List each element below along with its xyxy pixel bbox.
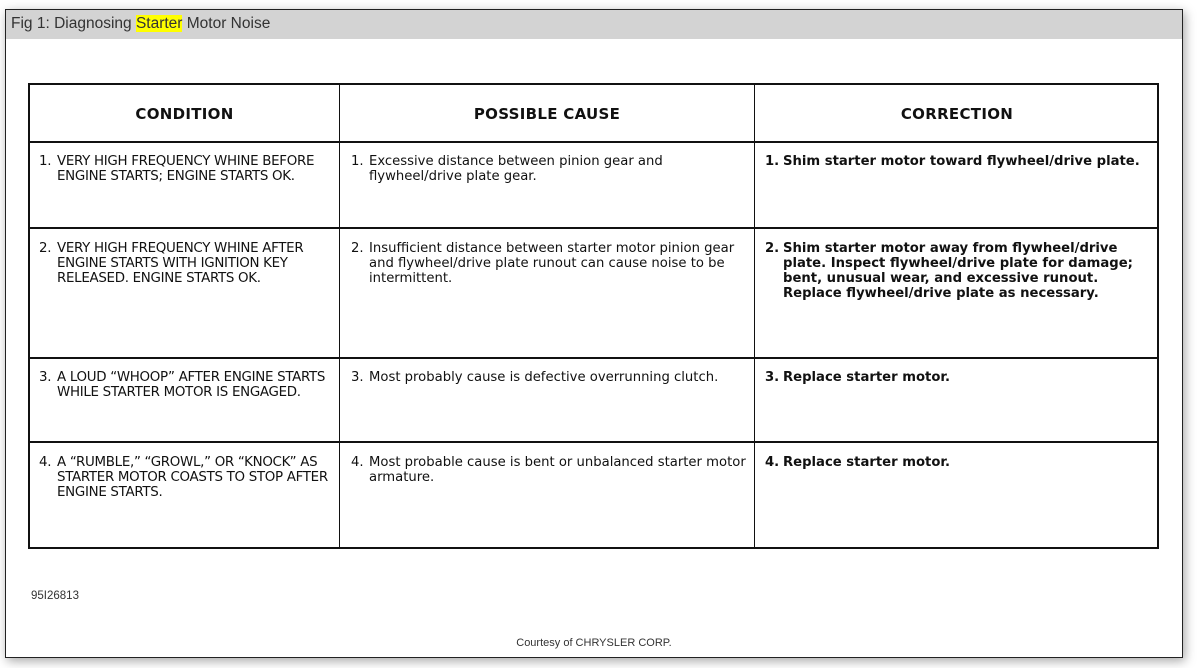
figure-frame (5, 9, 1183, 658)
header-condition: CONDITION (135, 104, 234, 123)
correction-cell (765, 370, 1155, 385)
row-number: 3. (351, 370, 364, 385)
figure-reference-code: 95I26813 (31, 590, 79, 602)
correction-text: Replace starter motor. (783, 455, 951, 470)
column-divider (754, 85, 755, 547)
correction-text: Replace starter motor. (783, 370, 951, 385)
correction-cell (765, 241, 1157, 301)
cause-text: Most probable cause is bent or unbalanced starter motor armature. (369, 455, 746, 485)
row-number: 2. (765, 241, 780, 256)
row-divider (30, 357, 1157, 359)
title-suffix: Motor Noise (182, 15, 271, 32)
correction-cell (765, 455, 1155, 470)
correction-cell (765, 154, 1155, 169)
title-prefix: Fig 1: Diagnosing (11, 15, 136, 32)
diagnosis-table (28, 83, 1159, 549)
condition-text: VERY HIGH FREQUENCY WHINE BEFORE ENGINE STARTS; ENGINE STARTS OK. (57, 154, 315, 184)
row-number: 3. (39, 370, 52, 385)
cause-cell (351, 370, 746, 385)
cause-text: Insufficient distance between starter motor pinion gear and flywheel/drive plate runout can cause noise to be intermittent. (369, 241, 735, 286)
condition-text: A “RUMBLE,” “GROWL,” OR “KNOCK” AS STARTER MOTOR COASTS TO STOP AFTER ENGINE STARTS. (57, 455, 328, 500)
row-divider (30, 441, 1157, 443)
courtesy-credit: Courtesy of CHRYSLER CORP. (516, 637, 672, 649)
cause-cell (351, 241, 746, 286)
condition-cell (39, 370, 331, 400)
condition-text: VERY HIGH FREQUENCY WHINE AFTER ENGINE STARTS WITH IGNITION KEY RELEASED. ENGINE STARTS OK. (57, 241, 304, 286)
row-number: 4. (351, 455, 364, 470)
row-number: 1. (39, 154, 52, 169)
row-number: 2. (39, 241, 52, 256)
title-highlight: Starter (135, 15, 183, 32)
correction-text: Shim starter motor away from flywheel/drive plate. Inspect flywheel/drive plate for damage; bent, unusual wear, and excessive runout. Replace flywheel/drive plate as necessary. (783, 241, 1133, 301)
row-number: 1. (351, 154, 364, 169)
cause-cell (351, 455, 746, 485)
header-correction: CORRECTION (900, 104, 1014, 123)
cause-cell (351, 154, 746, 184)
condition-text: A LOUD “WHOOP” AFTER ENGINE STARTS WHILE STARTER MOTOR IS ENGAGED. (57, 370, 326, 400)
cause-text: Most probably cause is defective overrunning clutch. (369, 370, 719, 385)
row-number: 1. (765, 154, 780, 169)
row-number: 4. (39, 455, 52, 470)
row-number: 3. (765, 370, 780, 385)
figure-title-bar (6, 10, 1182, 39)
row-number: 2. (351, 241, 364, 256)
correction-text: Shim starter motor toward flywheel/drive plate. (783, 154, 1140, 169)
row-divider (30, 227, 1157, 229)
column-divider (339, 85, 340, 547)
header-possible-cause: POSSIBLE CAUSE (473, 104, 621, 123)
row-number: 4. (765, 455, 780, 470)
cause-text: Excessive distance between pinion gear and flywheel/drive plate gear. (369, 154, 663, 184)
condition-cell (39, 154, 329, 184)
condition-cell (39, 241, 331, 286)
figure-title (11, 15, 270, 33)
condition-cell (39, 455, 331, 500)
